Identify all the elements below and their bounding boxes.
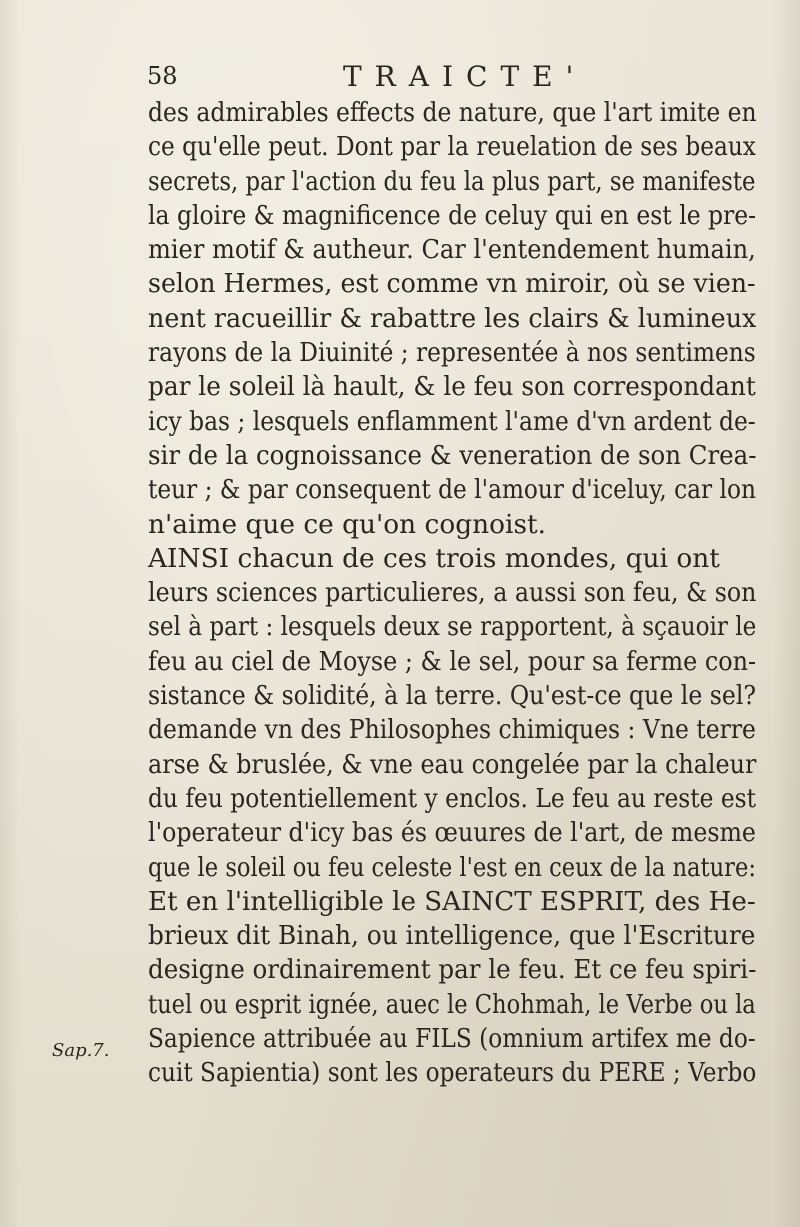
text-line: rayons de la Diuinité ; representée à nos sentimens [148, 337, 756, 369]
text-line: brieux dit Binah, ou intelligence, que l'Escriture [148, 920, 756, 952]
margin-note: Sap.7. [52, 1040, 110, 1061]
page-number: 58 [147, 62, 178, 90]
text-line: demande vn des Philosophes chimiques : Vne terre [148, 714, 756, 746]
running-title: TRAICTE' [343, 60, 587, 93]
text-line: ce qu'elle peut. Dont par la reuelation de ses beaux [148, 131, 756, 163]
text-line: leurs sciences particulieres, a aussi son feu, & son [148, 577, 757, 609]
text-line: teur ; & par consequent de l'amour d'iceluy, car lon [148, 474, 756, 506]
text-line: cuit Sapientia) sont les operateurs du PERE ; Verbo [148, 1057, 757, 1089]
body-text [148, 96, 758, 1091]
text-line: du feu potentiellement y enclos. Le feu au reste est [148, 782, 756, 814]
text-line: Sapience attribuée au FILS (omnium artifex me do- [148, 1023, 756, 1055]
text-line: secrets, par l'action du feu la plus part, se manifeste [148, 165, 756, 197]
text-line: icy bas ; lesquels enflamment l'ame d'vn ardent de- [148, 405, 756, 437]
text-line: designe ordinairement par le feu. Et ce feu spiri- [148, 954, 757, 986]
text-line: nent racueillir & rabattre les clairs & lumineux [148, 302, 757, 334]
text-line: des admirables effects de nature, que l'art imite en [148, 97, 757, 128]
text-line: AINSI chacun de ces trois mondes, qui ont [148, 542, 720, 574]
text-line: feu au ciel de Moyse ; & le sel, pour sa ferme con- [148, 645, 757, 677]
text-line: tuel ou esprit ignée, auec le Chohmah, le Verbe ou la [148, 988, 756, 1020]
text-line: sistance & solidité, à la terre. Qu'est-ce que le sel? [148, 680, 757, 712]
text-line: selon Hermes, est comme vn miroir, où se vien- [148, 268, 756, 300]
text-line: la gloire & magnificence de celuy qui en est le pre- [148, 199, 757, 231]
running-head [147, 60, 747, 96]
text-line: sir de la cognoissance & veneration de son Crea- [148, 439, 757, 471]
text-line: que le soleil ou feu celeste l'est en ceux de la nature: [148, 851, 756, 883]
text-line: n'aime que ce qu'on cognoist. [148, 508, 546, 540]
text-line: arse & bruslée, & vne eau congelée par la chaleur [148, 748, 757, 780]
text-line: mier motif & autheur. Car l'entendement humain, [148, 234, 756, 266]
text-line: par le soleil là hault, & le feu son correspondant [148, 371, 756, 403]
text-line: Et en l'intelligible le SAINCT ESPRIT, des He- [148, 885, 756, 917]
text-line: sel à part : lesquels deux se rapportent, à sçauoir le [148, 611, 757, 643]
text-line: l'operateur d'icy bas és œuures de l'art, de mesme [148, 817, 756, 849]
